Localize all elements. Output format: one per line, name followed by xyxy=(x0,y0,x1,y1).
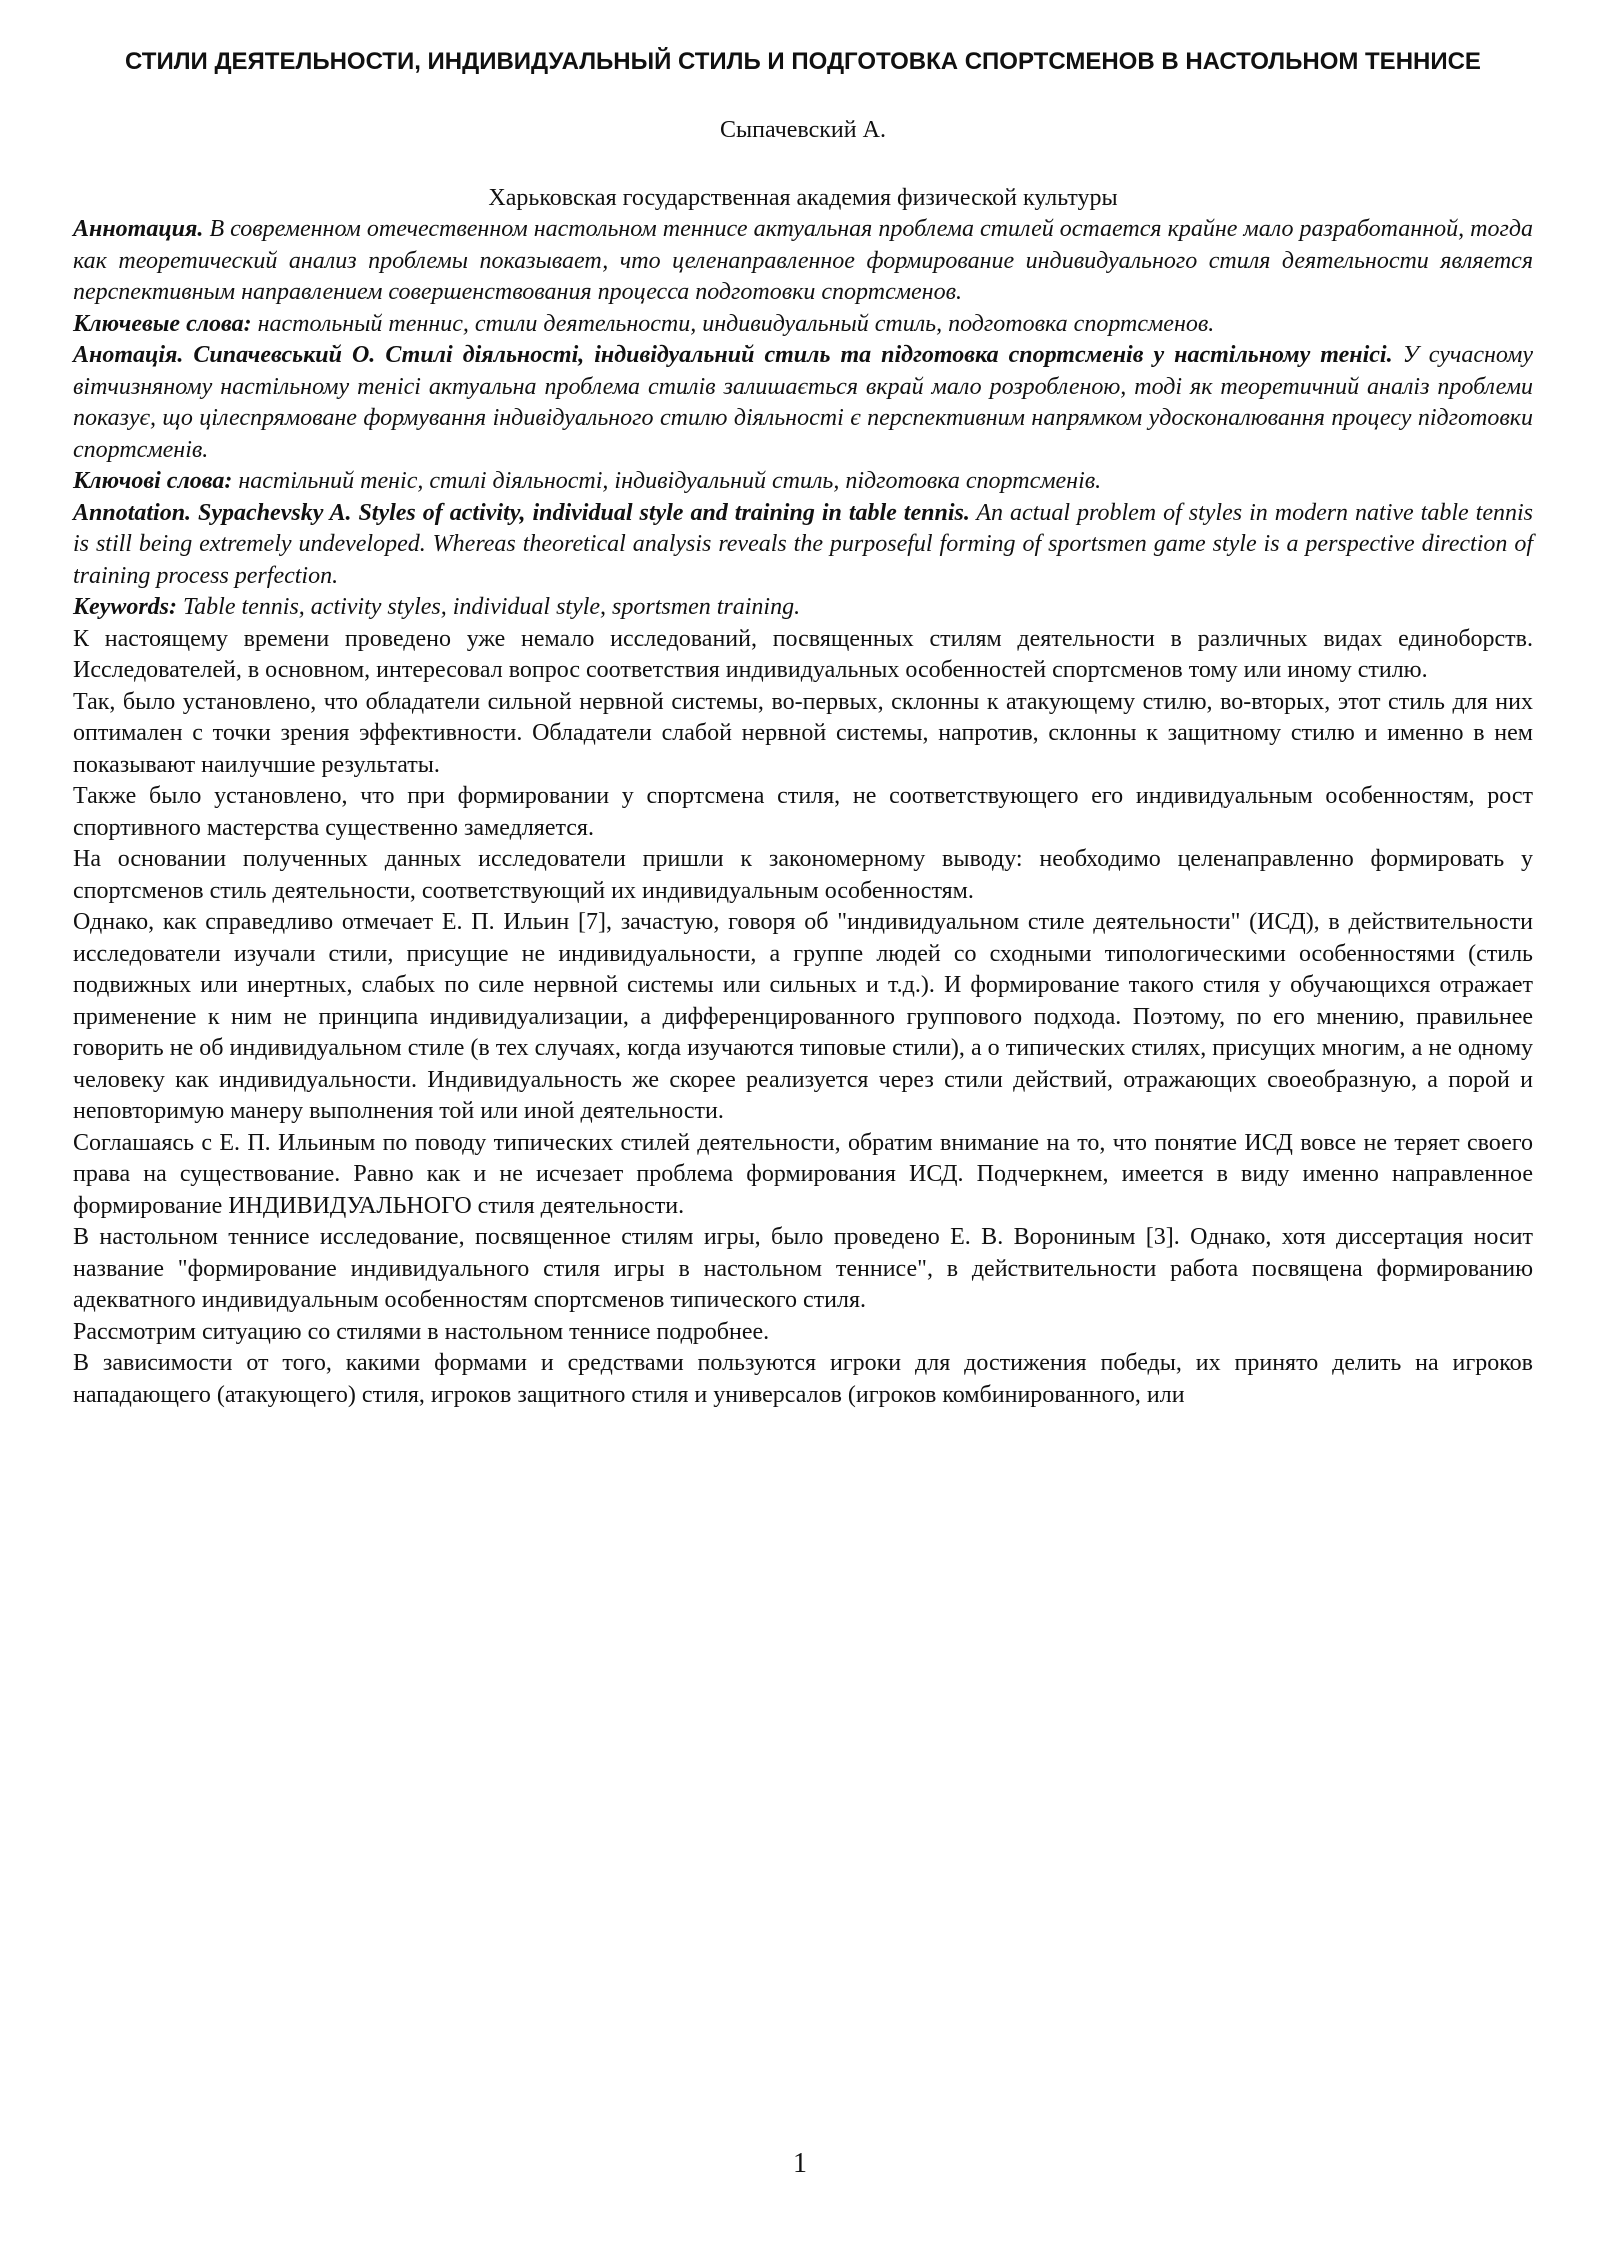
body-paragraph: Так, было установлено, что обладатели сильной нервной системы, во-первых, склонны к атакующему стилю, во-вторых, этот стиль для них оптимален с точки зрения эффективности. Обладатели слабой нервной системы, напротив, склонны к защитному стилю и именно в нем показывают наилучшие результаты. xyxy=(73,688,1533,778)
body-paragraph: В зависимости от того, какими формами и средствами пользуются игроки для достижения победы, их принято делить на игроков нападающего (атакующего) стиля, игроков защитного стиля и универсалов (игроков комбинированного, или xyxy=(73,1350,1533,1408)
keywords-en-text: Table tennis, activity styles, individual style, sportsmen training. xyxy=(177,594,801,620)
abstract-en-text: An actual problem of styles in modern native table tennis is still being extremely undeveloped. Whereas theoretical analysis reveals the purposeful forming of sportsmen game style is a perspective direction of training process perfection. xyxy=(73,499,1533,589)
body-paragraph: Также было установлено, что при формировании у спортсмена стиля, не соответствующего его индивидуальным особенностям, рост спортивного мастерства существенно замедляется. xyxy=(73,783,1533,841)
keywords-en-label: Keywords: xyxy=(73,594,177,620)
keywords-ua-label: Ключові слова: xyxy=(73,468,233,494)
abstract-ru xyxy=(73,214,1533,309)
body-paragraph: Рассмотрим ситуацию со стилями в настольном теннисе подробнее. xyxy=(73,1318,770,1345)
abstract-ru-label: Аннотация. xyxy=(73,216,204,242)
keywords-en xyxy=(73,592,1533,624)
body-paragraph: На основании полученных данных исследователи пришли к закономерному выводу: необходимо целенаправленно формировать у спортсменов стиль деятельности, соответствующий их индивидуальным особенностям. xyxy=(73,846,1533,904)
keywords-ru-text: настольный теннис, стили деятельности, индивидуальный стиль, подготовка спортсменов. xyxy=(251,310,1215,337)
abstract-ru-text: В современном отечественном настольном теннисе актуальная проблема стилей остается крайне мало разработанной, тогда как теоретический анализ проблемы показывает, что целенаправленное формирование индивидуального стиля деятельности является перспективным направлением совершенствования процесса подготовки спортсменов. xyxy=(73,216,1533,305)
keywords-ru xyxy=(73,309,1533,341)
page-number: 1 xyxy=(793,2148,807,2179)
keywords-ru-label: Ключевые слова: xyxy=(73,310,252,337)
body-paragraph: Соглашаясь с Е. П. Ильиным по поводу типических стилей деятельности, обратим внимание на то, что понятие ИСД вовсе не теряет своего права на существование. Равно как и не исчезает проблема формирования ИСД. Подчеркнем, имеется в виду именно направленное формирование ИНДИВИДУАЛЬНОГО стиля деятельности. xyxy=(73,1129,1533,1219)
article-title: СТИЛИ ДЕЯТЕЛЬНОСТИ, ИНДИВИДУАЛЬНЫЙ СТИЛЬ И ПОДГОТОВКА СПОРТСМЕНОВ В НАСТОЛЬНОМ ТЕННИСЕ xyxy=(125,48,1481,75)
abstract-en-label: Annotation. Sypachevsky A. Styles of activity, individual style and training in table tennis. xyxy=(73,499,970,526)
author-affiliation: Харьковская государственная академия физической культуры xyxy=(488,185,1118,211)
author-name: Сыпачевский А. xyxy=(720,117,886,143)
body-paragraph: Однако, как справедливо отмечает Е. П. Ильин [7], зачастую, говоря об "индивидуальном стиле деятельности" (ИСД), в действительности исследователи изучали стили, присущие не индивидуальности, а группе людей со сходными типологическими особенностями (стиль подвижных или инертных, слабых по силе нервной системы или сильных и т.д.). И формирование такого стиля у обучающихся отражает применение к ним не принципа индивидуализации, а дифференцированного группового подхода. Поэтому, по его мнению, правильнее говорить не об индивидуальном стиле (в тех случаях, когда изучаются типовые стили), а о типических стилях, присущих многим, а не одному человеку как индивидуальности. Индивидуальность же скорее реализуется через стили действий, отражающих своеобразную, а порой и неповторимую манеру выполнения той или иной деятельности. xyxy=(73,909,1533,1124)
abstract-ua xyxy=(73,340,1533,466)
keywords-ua xyxy=(73,466,1533,498)
abstract-ua-text: У сучасному вітчизняному настільному тенісі актуальна проблема стилів залишається вкрай мало розробленою, тоді як теоретичний аналіз проблеми показує, що цілеспрямоване формування індивідуального стилю діяльності є перспективним напрямком удосконалювання процесу підготовки спортсменів. xyxy=(73,342,1533,463)
document-page xyxy=(73,46,1533,1411)
abstract-ua-label: Анотація. Сипачевський О. Стилі діяльності, індивідуальний стиль та підготовка спортсменів у настільному тенісі. xyxy=(73,342,1393,368)
abstract-en xyxy=(73,498,1533,593)
body-paragraph: К настоящему времени проведено уже немало исследований, посвященных стилям деятельности в различных видах единоборств. Исследователей, в основном, интересовал вопрос соответствия индивидуальных особенностей спортсменов тому или иному стилю. xyxy=(73,625,1533,683)
keywords-ua-text: настільний теніс, стилі діяльності, індивідуальний стиль, підготовка спортсменів. xyxy=(232,468,1102,494)
body-paragraph: В настольном теннисе исследование, посвященное стилям игры, было проведено Е. В. Ворониным [3]. Однако, хотя диссертация носит название "формирование индивидуального стиля игры в настольном теннисе", в действительности работа посвящена формированию адекватного индивидуальным особенностям спортсменов типического стиля. xyxy=(73,1224,1533,1313)
